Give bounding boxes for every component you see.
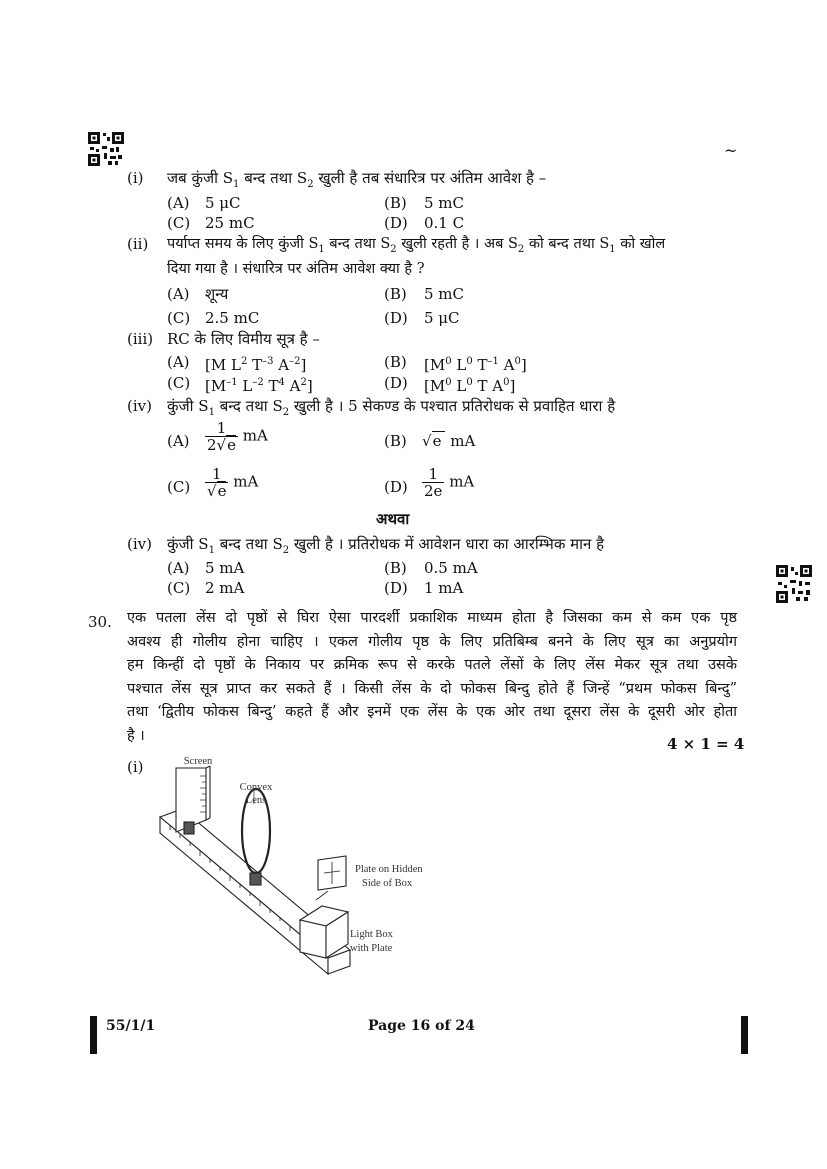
sqrt-option-b: √e mA bbox=[422, 432, 476, 450]
option-label: (C) bbox=[167, 579, 191, 597]
question-29-i-number: (i) bbox=[127, 169, 144, 187]
label-plate-2: Side of Box bbox=[362, 878, 413, 889]
passage-line: है । bbox=[127, 727, 145, 744]
option-value: 2.5 mC bbox=[205, 309, 260, 327]
question-29-ii-number: (ii) bbox=[127, 235, 149, 253]
qr-code-icon bbox=[88, 132, 124, 166]
label-plate-1: Plate on Hidden bbox=[355, 864, 423, 875]
option-value: 0.1 C bbox=[424, 214, 465, 232]
question-30-number: 30. bbox=[88, 613, 112, 631]
question-30-passage bbox=[127, 607, 737, 748]
option-label: (C) bbox=[167, 214, 191, 232]
corner-mark: ~ bbox=[724, 141, 738, 160]
option-label: (B) bbox=[384, 559, 407, 577]
option-label: (A) bbox=[167, 432, 190, 450]
question-29-iii-number: (iii) bbox=[127, 330, 154, 348]
option-label: (C) bbox=[167, 374, 191, 392]
option-value: शून्य bbox=[205, 285, 229, 303]
or-divider: अथवा bbox=[376, 510, 410, 528]
option-value: 5 mC bbox=[424, 194, 465, 212]
question-29-iv-number: (iv) bbox=[127, 397, 152, 415]
qr-code-icon bbox=[776, 565, 812, 603]
passage-line: हम किन्हीं दो पृष्ठों के निकाय पर क्रमिक रूप से करके पतले लेंसों के लिए लेंस मेकर सूत्र तथा उसके bbox=[127, 657, 737, 673]
screen-holder bbox=[184, 822, 194, 834]
fraction-option-d: $\frac{1}{2e}$ mA bbox=[424, 465, 475, 500]
option-label: (A) bbox=[167, 559, 190, 577]
option-label: (B) bbox=[384, 353, 407, 371]
question-29-iii-text: RC के लिए विमीय सूत्र है – bbox=[167, 330, 320, 348]
passage-line: अवश्य ही गोलीय होना चाहिए । एकल गोलीय पृष्ठ के लिए प्रतिबिम्ब बनने के लिए सूत्र का अनुप्रयोग bbox=[127, 633, 737, 650]
passage-line: तथा ‘द्वितीय फोकस बिन्दु’ कहते हैं और इनमें एक लेंस के एक ओर तथा दूसरा लेंस के दूसरी ओर होता bbox=[127, 704, 737, 720]
lens-holder bbox=[250, 873, 261, 885]
option-label: (B) bbox=[384, 285, 407, 303]
question-30-i-number: (i) bbox=[127, 758, 144, 776]
option-value: 1 mA bbox=[424, 579, 464, 597]
fraction-option-a: $\frac{1}{2√e}$ mA bbox=[207, 419, 268, 454]
option-value: 5 μC bbox=[205, 194, 241, 212]
option-value: 5 mA bbox=[205, 559, 245, 577]
dimension-option-a: [M $L^2$ $T^{-3}$ $A^{-2}$] bbox=[205, 356, 307, 374]
passage-line: एक पतला लेंस दो पृष्ठों से घिरा ऐसा पारदर्शी प्रकाशिक माध्यम होता है जिसका कम से कम एक पृष्ठ bbox=[127, 610, 737, 626]
marks: 4 × 1 = 4 bbox=[667, 735, 745, 753]
option-value: 5 μC bbox=[424, 309, 460, 327]
label-lens-2: Lens bbox=[245, 795, 267, 806]
question-29-iv-text: कुंजी $S_1$ बन्द तथा $S_2$ खुली है । 5 सेकण्ड के पश्चात प्रतिरोधक से प्रवाहित धारा है bbox=[167, 397, 616, 418]
paper-code: 55/1/1 bbox=[106, 1018, 156, 1034]
question-29-iv-alt-text: कुंजी $S_1$ बन्द तथा $S_2$ खुली है । प्रतिरोधक में आवेशन धारा का आरम्भिक मान है bbox=[167, 535, 605, 556]
option-label: (A) bbox=[167, 285, 190, 303]
question-29-ii-text: पर्याप्त समय के लिए कुंजी $S_1$ बन्द तथा $S_2$ खुली रहती है । अब $S_2$ को बन्द तथा $S_1$ को खोल bbox=[167, 236, 666, 255]
option-label: (B) bbox=[384, 432, 407, 450]
option-label: (D) bbox=[384, 579, 408, 597]
label-box-2: with Plate bbox=[350, 943, 393, 954]
label-lens-1: Convex bbox=[239, 782, 273, 793]
question-29-iv-alt-number: (iv) bbox=[127, 535, 152, 553]
passage-line: पश्चात लेंस सूत्र प्राप्त कर सकते हैं । किसी लेंस के दो फोकस बिन्दु होते हैं जिन्हें “प्रथम फोकस बिन्दु” bbox=[127, 680, 737, 697]
fraction-option-c: $\frac{1}{√e}$ mA bbox=[207, 465, 259, 500]
label-box-1: Light Box bbox=[350, 929, 393, 940]
dimension-option-d: [$M^0$ $L^0$ T $A^0$] bbox=[424, 377, 516, 395]
label-screen: Screen bbox=[183, 756, 213, 767]
option-value: 5 mC bbox=[424, 285, 465, 303]
option-label: (D) bbox=[384, 478, 408, 496]
optical-bench-figure bbox=[150, 752, 450, 984]
dimension-option-b: [$M^0$ $L^0$ $T^{-1}$ $A^0$] bbox=[424, 356, 527, 374]
option-value: 25 mC bbox=[205, 214, 255, 232]
option-label: (D) bbox=[384, 214, 408, 232]
option-value: 0.5 mA bbox=[424, 559, 478, 577]
option-label: (C) bbox=[167, 478, 191, 496]
option-label: (B) bbox=[384, 194, 407, 212]
option-label: (D) bbox=[384, 374, 408, 392]
question-29-i-text: जब कुंजी $S_1$ बन्द तथा $S_2$ खुली है तब संधारित्र पर अंतिम आवेश है – bbox=[167, 169, 547, 190]
option-label: (A) bbox=[167, 353, 190, 371]
option-value: 2 mA bbox=[205, 579, 245, 597]
question-29-ii-text-line2: दिया गया है । संधारित्र पर अंतिम आवेश क्या है ? bbox=[167, 261, 425, 277]
dimension-option-c: [$M^{-1}$ $L^{-2}$ $T^4$ $A^2$] bbox=[205, 377, 313, 395]
page-number: Page 16 of 24 bbox=[368, 1018, 475, 1034]
option-label: (D) bbox=[384, 309, 408, 327]
footer-left-bar bbox=[90, 1016, 97, 1054]
footer-right-bar bbox=[741, 1016, 748, 1054]
option-label: (C) bbox=[167, 309, 191, 327]
option-label: (A) bbox=[167, 194, 190, 212]
light-box-front bbox=[300, 920, 326, 958]
